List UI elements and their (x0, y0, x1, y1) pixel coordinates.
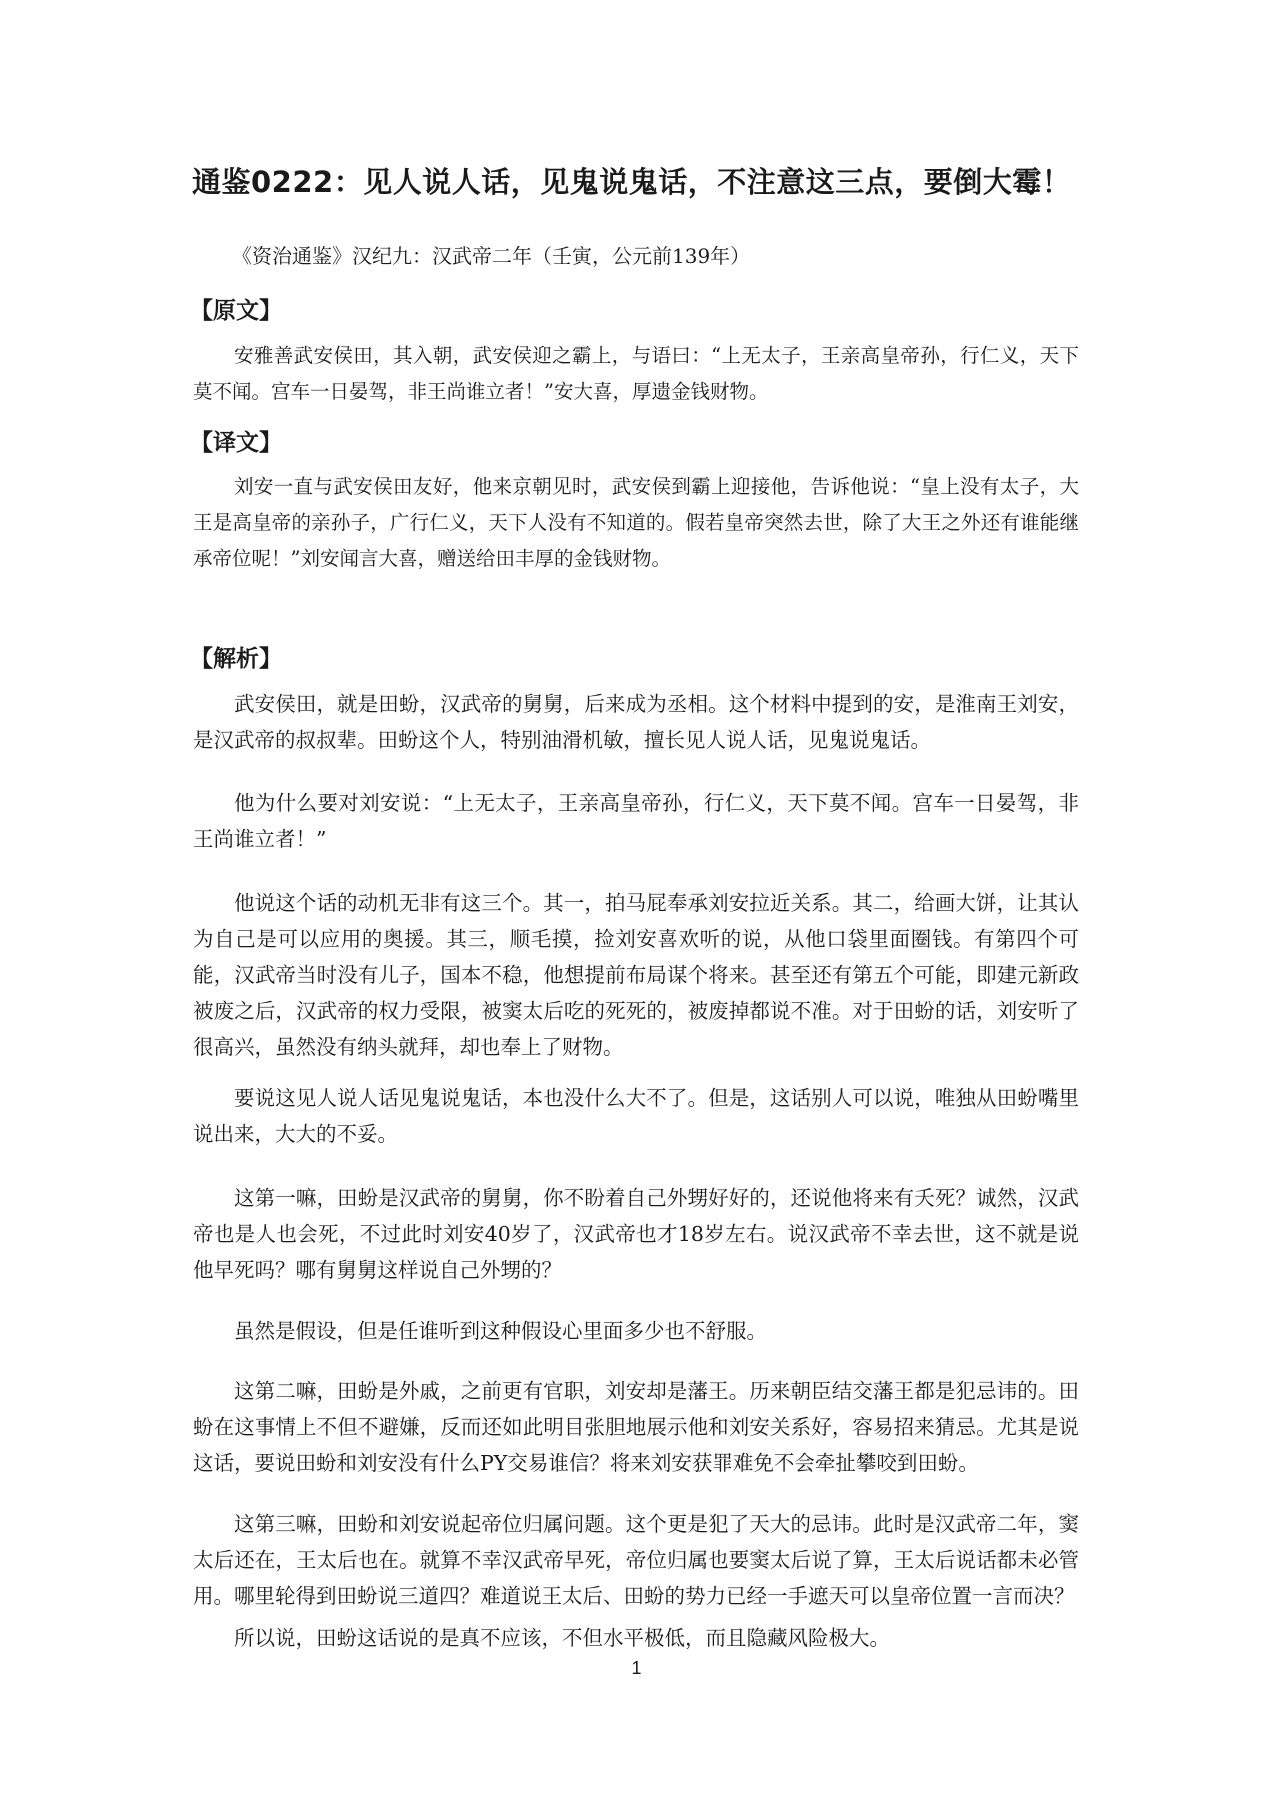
analysis-paragraph: 他为什么要对刘安说：“上无太子，王亲高皇帝孙，行仁义，天下莫不闻。宫车一日晏驾，非王尚谁立者！” (193, 791, 1079, 851)
analysis-paragraph: 武安侯田，就是田蚡，汉武帝的舅舅，后来成为丞相。这个材料中提到的安，是淮南王刘安，是汉武帝的叔叔辈。田蚡这个人，特别油滑机敏，擅长见人说人话，见鬼说鬼话。 (193, 692, 1079, 752)
original-heading: 【原文】 (190, 298, 282, 324)
analysis-heading: 【解析】 (190, 646, 282, 672)
analysis-paragraph-last: 所以说，田蚡这话说的是真不应该，不但水平极低，而且隐藏风险极大。 (234, 1626, 890, 1650)
analysis-paragraph: 这第三嘛，田蚡和刘安说起帝位归属问题。这个更是犯了天大的忌讳。此时是汉武帝二年，窦太后还在，王太后也在。就算不幸汉武帝早死，帝位归属也要窦太后说了算，王太后说话都未必管用。哪里轮得到田蚡说三道四？难道说王太后、田蚡的势力已经一手遮天可以皇帝位置一言而决？ (193, 1512, 1079, 1608)
article-title: 通鉴0222：见人说人话，见鬼说鬼话，不注意这三点，要倒大霉！ (192, 165, 1072, 199)
page-number: 1 (631, 1658, 642, 1678)
translation-text: 刘安一直与武安侯田友好，他来京朝见时，武安侯到霸上迎接他，告诉他说：“皇上没有太子，大王是高皇帝的亲孙子，广行仁义，天下人没有不知道的。假若皇帝突然去世，除了大王之外还有谁能继承帝位呢！”刘安闻言大喜，赠送给田丰厚的金钱财物。 (193, 475, 1079, 570)
analysis-paragraph: 这第一嘛，田蚡是汉武帝的舅舅，你不盼着自己外甥好好的，还说他将来有夭死？诚然，汉武帝也是人也会死，不过此时刘安40岁了，汉武帝也才18岁左右。说汉武帝不幸去世，这不就是说他早死吗？哪有舅舅这样说自己外甥的？ (193, 1186, 1079, 1282)
analysis-paragraph: 虽然是假设，但是任谁听到这种假设心里面多少也不舒服。 (234, 1319, 767, 1343)
analysis-paragraph: 这第二嘛，田蚡是外戚，之前更有官职，刘安却是藩王。历来朝臣结交藩王都是犯忌讳的。田蚡在这事情上不但不避嫌，反而还如此明目张胆地展示他和刘安关系好，容易招来猜忌。尤其是说这话，要说田蚡和刘安没有什么PY交易谁信？将来刘安获罪难免不会牵扯攀咬到田蚡。 (193, 1379, 1079, 1475)
original-text: 安雅善武安侯田，其入朝，武安侯迎之霸上，与语曰：“上无太子，王亲高皇帝孙，行仁义，天下莫不闻。宫车一日晏驾，非王尚谁立者！”安大喜，厚遗金钱财物。 (193, 344, 1079, 403)
article-subtitle: 《资治通鉴》汉纪九：汉武帝二年（壬寅，公元前139年） (232, 244, 751, 268)
analysis-paragraph: 他说这个话的动机无非有这三个。其一，拍马屁奉承刘安拉近关系。其二，给画大饼，让其认为自己是可以应用的奥援。其三，顺毛摸，捡刘安喜欢听的说，从他口袋里面圈钱。有第四个可能，汉武帝当时没有儿子，国本不稳，他想提前布局谋个将来。甚至还有第五个可能，即建元新政被废之后，汉武帝的权力受限，被窦太后吃的死死的，被废掉都说不准。对于田蚡的话，刘安听了很高兴，虽然没有纳头就拜，却也奉上了财物。 (193, 891, 1079, 1059)
translation-heading: 【译文】 (190, 430, 282, 456)
analysis-paragraph: 要说这见人说人话见鬼说鬼话，本也没什么大不了。但是，这话别人可以说，唯独从田蚡嘴里说出来，大大的不妥。 (193, 1086, 1079, 1146)
